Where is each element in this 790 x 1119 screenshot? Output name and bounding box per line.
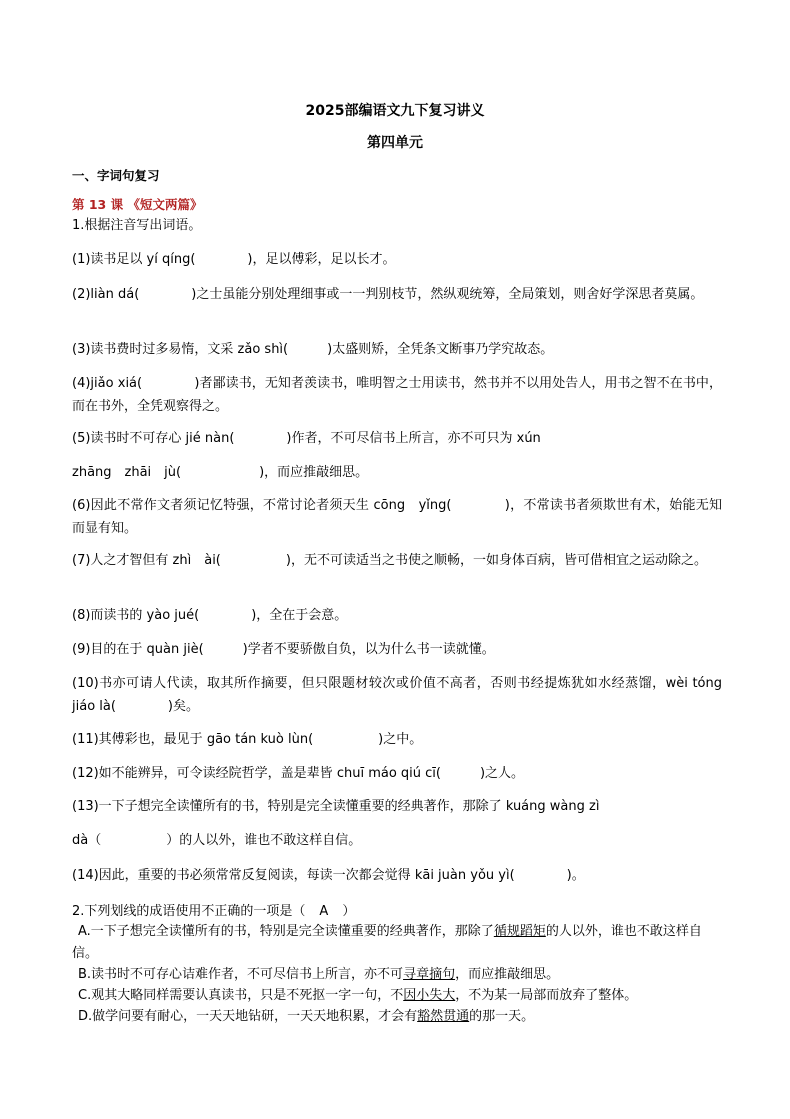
q1-item: (12)如不能辨异，可令读经院哲学，盖是辈皆 chuī máo qiú cī( )之人。 <box>72 766 525 781</box>
q1-item: (6)因此不常作文者须记忆特强，不常讨论者须天生 cōng yǐng( )，不常读书者须欺世有术，始能无知而显有知。 <box>72 498 722 536</box>
q2-stem-text: 2.下列划线的成语使用不正确的一项是（ <box>72 904 306 919</box>
q2-option-b <box>78 964 728 986</box>
option-text: C.观其大略同样需要认真读书，只是不死抠一字一句，不 <box>78 988 404 1003</box>
q2-option-a <box>72 921 722 965</box>
doc-title: 2025部编语文九下复习讲义 <box>305 103 485 119</box>
q1-item: (3)读书费时过多易惰，文采 zǎo shì( )太盛则矫，全凭条文断事乃学究故态。 <box>72 342 554 357</box>
q1-item: (5)读书时不可存心 jié nàn( )作者，不可尽信书上所言，亦不可只为 xún <box>72 431 541 446</box>
option-text: 的人以外，谁也不敢这样自信。 <box>72 924 702 961</box>
option-text: A.一下子想完全读懂所有的书，特别是完全读懂重要的经典著作，那除了 <box>78 924 494 939</box>
option-text: B.读书时不可存心诘难作者，不可尽信书上所言，亦不可 <box>78 967 404 982</box>
question-2-stem <box>72 900 722 923</box>
section-heading: 一、字词句复习 <box>72 168 160 183</box>
question-1-stem: 1.根据注音写出词语。 <box>72 218 202 233</box>
q2-stem-end: ） <box>342 904 356 919</box>
q1-item: (7)人之才智但有 zhì ài( )，无不可读适当之书使之顺畅，一如身体百病，皆可借相宜之运动除之。 <box>72 553 707 568</box>
q1-item: (11)其傅彩也，最见于 gāo tán kuò lùn( )之中。 <box>72 732 423 747</box>
option-text: ，而应推敲细思。 <box>455 967 560 982</box>
q1-item: (8)而读书的 yào jué( )，全在于会意。 <box>72 608 348 623</box>
underlined-idiom: 循规蹈矩 <box>493 924 546 939</box>
q2-answer: A <box>319 904 329 919</box>
q2-option-d <box>78 1006 728 1028</box>
underlined-idiom: 因小失大 <box>403 988 456 1003</box>
q1-item: (14)因此，重要的书必须常常反复阅读，每读一次都会觉得 kāi juàn yǒu yì( )。 <box>72 868 585 883</box>
q1-item: zhāng zhāi jù( )，而应推敲细思。 <box>72 465 369 480</box>
q1-item: (4)jiǎo xiá( )者鄙读书，无知者羡读书，唯明智之士用读书，然书并不以用处告人，用书之智不在书中，而在书外，全凭观察得之。 <box>72 376 722 414</box>
q1-item: (13)一下子想完全读懂所有的书，特别是完全读懂重要的经典著作，那除了 kuáng wàng zì <box>72 799 600 814</box>
q1-item: (2)liàn dá( )之士虽能分别处理细事或一一判别枝节，然纵观统筹，全局策划，则舍好学深思者莫属。 <box>72 287 704 302</box>
unit-title: 第四单元 <box>367 135 423 151</box>
q1-item: (1)读书足以 yí qíng( )，足以傅彩，足以长才。 <box>72 252 396 267</box>
option-text: 的那一天。 <box>469 1009 535 1024</box>
underlined-idiom: 豁然贯通 <box>417 1009 470 1024</box>
q1-item: dà（ ）的人以外，谁也不敢这样自信。 <box>72 833 362 848</box>
q1-item: (10)书亦可请人代读，取其所作摘要，但只限题材较次或价值不高者，否则书经提炼犹如水经蒸馏，wèi tóng jiáo là( )矣。 <box>72 676 722 714</box>
option-text: D.做学问要有耐心，一天天地钻研，一天天地积累，才会有 <box>78 1009 418 1024</box>
q1-item: (9)目的在于 quàn jiè( )学者不要骄傲自负，以为什么书一读就懂。 <box>72 642 495 657</box>
option-text: ，不为某一局部而放弃了整体。 <box>455 988 638 1003</box>
lesson-heading: 第 13 课 《短文两篇》 <box>72 197 203 212</box>
underlined-idiom: 寻章摘句 <box>403 967 456 982</box>
q2-option-c <box>78 985 728 1007</box>
